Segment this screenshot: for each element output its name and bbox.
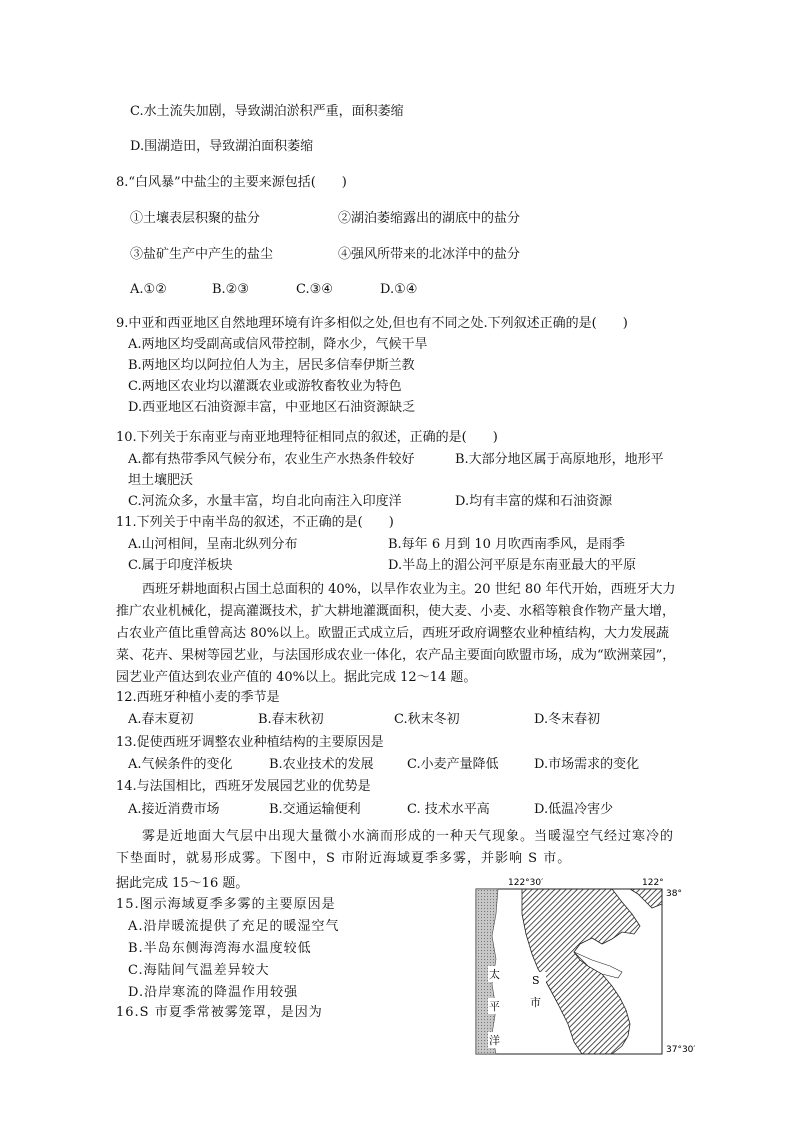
q9-option-d: D.西亚地区石油资源丰富，中亚地区石油资源缺乏 (128, 400, 416, 415)
q12-option-c: C.秋末冬初 (394, 712, 460, 727)
city-s-label: S (532, 974, 540, 987)
q12-option-b: B.春末秋初 (258, 712, 324, 727)
map-lat-bottom-label: 37°30′ (666, 1045, 696, 1055)
q8-option-c: C.③④ (296, 282, 333, 297)
fog-passage-end: 据此完成 15～16 题。 (116, 876, 249, 891)
q9-option-b: B.两地区均以阿拉伯人为主，居民多信奉伊斯兰教 (128, 358, 415, 373)
q14-option-b: B.交通运输便利 (269, 802, 361, 817)
q7-option-d: D.围湖造田，导致湖泊面积萎缩 (130, 139, 314, 154)
ocean-label-3: 洋 (489, 1034, 500, 1047)
q15-stem: 15.图示海域夏季多雾的主要原因是 (116, 897, 336, 912)
q9-option-a: A.两地区均受副高或信风带控制，降水少，气候干旱 (128, 337, 428, 352)
map-lon-left-label: 122°30′ (508, 878, 544, 888)
q10-option-b: B.大部分地区属于高原地形，地形平 (455, 452, 664, 467)
fog-passage: 雾是近地面大气层中出现大量微小水滴而形成的一种天气现象。当暖湿空气经过寒冷的下垫面时，就易形成雾。下图中，S 市附近海域夏季多雾，并影响 S 市。 (116, 829, 675, 866)
ocean-label-1: 太 (489, 968, 500, 981)
q15-option-c: C.海陆间气温差异较大 (128, 963, 270, 978)
q13-option-d: D.市场需求的变化 (534, 757, 640, 772)
q13-option-b: B.农业技术的发展 (269, 757, 374, 772)
q8-item-1: ①土壤表层积聚的盐分 (130, 211, 261, 226)
q9-stem: 9.中亚和西亚地区自然地理环境有许多相似之处,但也有不同之处.下列叙述正确的是( ) (116, 316, 628, 331)
q9-option-c: C.两地区农业均以灌溉农业或游牧畜牧业为特色 (128, 379, 402, 394)
spain-passage: 西班牙耕地面积占国土总面积的 40%，以旱作农业为主。20 世纪 80 年代开始，西班牙大力推广农业机械化，提高灌溉技术，扩大耕地灌溉面积，使大麦、小麦、水稻等粮食作物产量大增，占农业产值比重曾高达 80%以上。欧盟正式成立后，西班牙政府调整农业种植结构，大力发展蔬菜、花卉、果树等园艺业，与法国形成农业一体化，农产品主要面向欧盟市场，成为“欧洲菜园”，园艺业产值达到农业产值的 40%以上。据此完成 12～14 题。 (116, 582, 676, 685)
ocean-label-2: 平 (489, 1000, 500, 1013)
q15-option-b: B.半岛东侧海湾海水温度较低 (128, 941, 312, 956)
q8-item-2: ②湖泊萎缩露出的湖底中的盐分 (338, 211, 521, 226)
q15-option-d: D.沿岸寒流的降温作用较强 (128, 985, 299, 1000)
map-lat-top-label: 38° (666, 889, 682, 899)
q13-option-a: A.气候条件的变化 (128, 757, 233, 772)
fog-region-map (462, 874, 702, 1064)
q11-option-b: B.每年 6 月到 10 月吹西南季风，是雨季 (388, 537, 626, 552)
q11-option-c: C.属于印度洋板块 (128, 558, 233, 573)
q13-stem: 13.促使西班牙调整农业种植结构的主要原因是 (116, 735, 384, 750)
q14-option-d: D.低温冷害少 (534, 802, 614, 817)
q8-item-3: ③盐矿生产中产生的盐尘 (130, 247, 274, 262)
q8-option-b: B.②③ (212, 282, 249, 297)
q14-stem: 14.与法国相比，西班牙发展园艺业的优势是 (116, 779, 371, 794)
q14-option-a: A.接近消费市场 (128, 802, 220, 817)
q13-option-c: C.小麦产量降低 (407, 757, 499, 772)
q10-option-a: A.都有热带季风气候分布，农业生产水热条件较好 (128, 452, 415, 467)
q11-option-d: D.半岛上的湄公河平原是东南亚最大的平原 (388, 558, 637, 573)
city-shi-label: 市 (530, 996, 541, 1009)
q7-option-c: C.水土流失加剧，导致湖泊淤积严重，面积萎缩 (130, 104, 404, 119)
q12-stem: 12.西班牙种植小麦的季节是 (116, 690, 280, 705)
q10-option-b-cont: 坦土壤肥沃 (128, 473, 194, 488)
q8-option-a: A.①② (130, 282, 167, 297)
q10-option-d: D.均有丰富的煤和石油资源 (455, 494, 613, 509)
q10-option-c: C.河流众多，水量丰富，均自北向南注入印度洋 (128, 494, 402, 509)
map-lon-right-label: 122° (642, 878, 664, 888)
q12-option-a: A.春末夏初 (128, 712, 194, 727)
q12-option-d: D.冬末春初 (534, 712, 601, 727)
q8-stem: 8.“白风暴”中盐尘的主要来源包括( ) (116, 175, 347, 190)
q8-item-4: ④强风所带来的北冰洋中的盐分 (338, 247, 521, 262)
q14-option-c: C. 技术水平高 (407, 802, 490, 817)
q15-option-a: A.沿岸暖流提供了充足的暖湿空气 (128, 919, 340, 934)
q11-stem: 11.下列关于中南半岛的叙述，不正确的是( ) (116, 515, 394, 530)
q8-option-d: D.①④ (380, 282, 418, 297)
q10-stem: 10.下列关于东南亚与南亚地理特征相同点的叙述，正确的是( ) (116, 430, 498, 445)
q16-stem: 16.S 市夏季常被雾笼罩，是因为 (116, 1005, 323, 1020)
q11-option-a: A.山河相间，呈南北纵列分布 (128, 537, 298, 552)
